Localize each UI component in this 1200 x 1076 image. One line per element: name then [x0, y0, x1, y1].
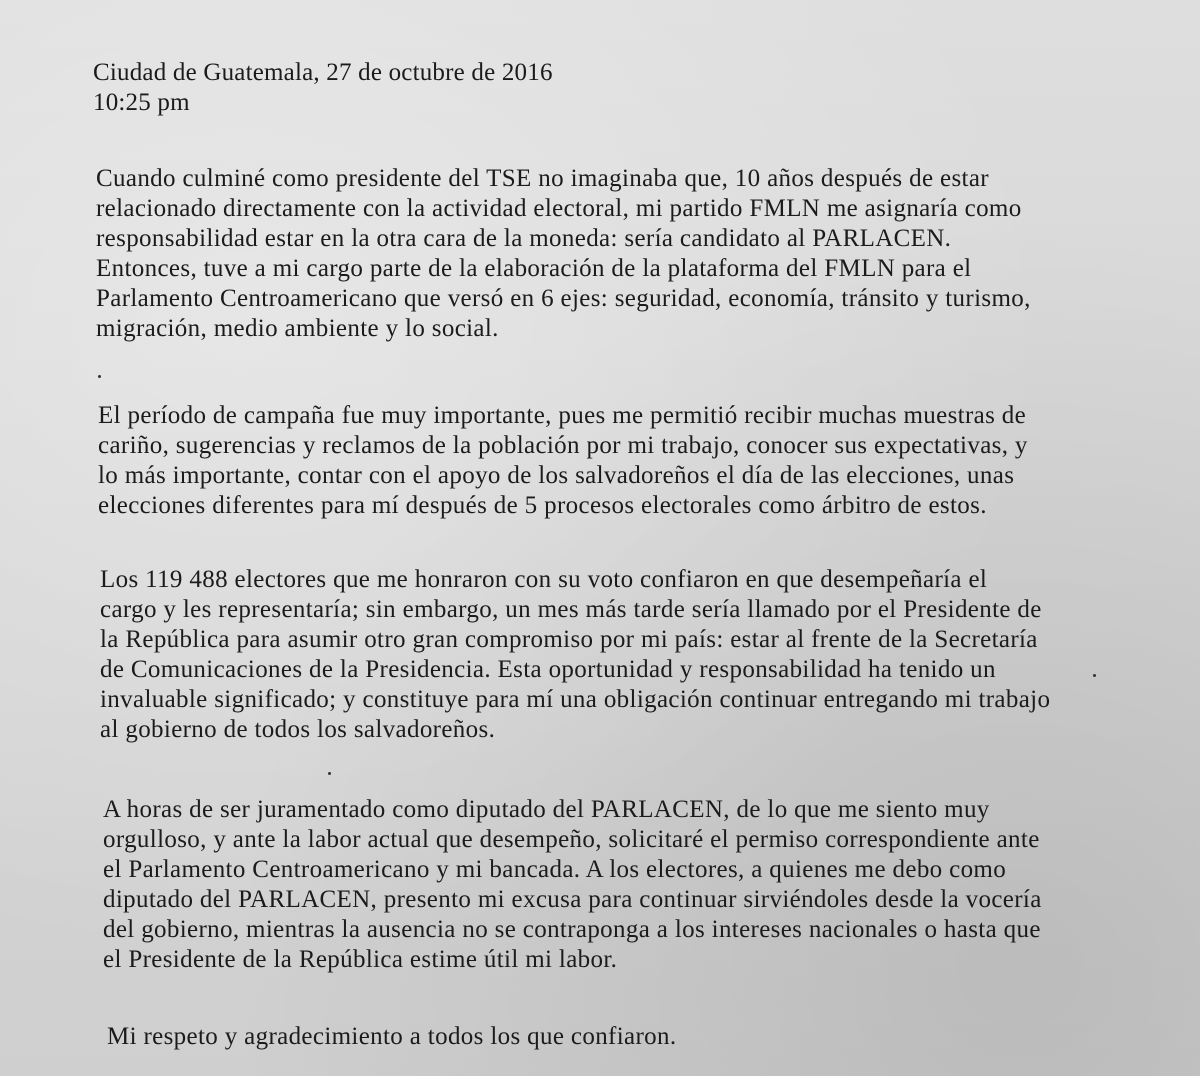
paragraph-line: invaluable significado; y constituye para mí una obligación continuar entregando mi trabajo: [100, 686, 1051, 713]
paragraph-line: Los 119 488 electores que me honraron con su voto confiaron en que desempeñaría el: [100, 566, 988, 593]
paragraph-3: [100, 565, 1050, 745]
paragraph-line: cariño, sugerencias y reclamos de la población por mi trabajo, conocer sus expectativas, y: [98, 432, 1028, 459]
place-date: Ciudad de Guatemala, 27 de octubre de 2016: [93, 59, 553, 86]
paragraph-line: de Comunicaciones de la Presidencia. Esta oportunidad y responsabilidad ha tenido un: [100, 656, 996, 683]
paragraph-line: cargo y les representaría; sin embargo, un mes más tarde sería llamado por el Presidente de: [100, 596, 1042, 623]
paragraph-line: migración, medio ambiente y lo social.: [96, 315, 499, 342]
paragraph-line: diputado del PARLACEN, presento mi excusa para continuar sirviéndoles desde la vocería: [103, 886, 1042, 913]
paragraph-4: [103, 795, 1042, 975]
paragraph-line: el Parlamento Centroamericano y mi bancada. A los electores, a quienes me debo como: [103, 856, 1007, 883]
time-stamp: 10:25 pm: [93, 89, 190, 116]
paragraph-5: [107, 1022, 676, 1052]
paragraph-line: responsabilidad estar en la otra cara de la moneda: sería candidato al PARLACEN.: [96, 225, 952, 252]
paragraph-line: relacionado directamente con la actividad electoral, mi partido FMLN me asignaría como: [96, 195, 1022, 222]
paragraph-1: [96, 164, 1031, 344]
paragraph-line: Parlamento Centroamericano que versó en 6 ejes: seguridad, economía, tránsito y turismo,: [96, 285, 1031, 312]
paragraph-line: Cuando culminé como presidente del TSE no imaginaba que, 10 años después de estar: [96, 165, 989, 192]
paragraph-line: Mi respeto y agradecimiento a todos los que confiaron.: [107, 1023, 677, 1050]
paragraph-line: A horas de ser juramentado como diputado del PARLACEN, de lo que me siento muy: [103, 796, 990, 823]
paragraph-line: el Presidente de la República estime útil mi labor.: [103, 946, 618, 973]
paragraph-line: Entonces, tuve a mi cargo parte de la elaboración de la plataforma del FMLN para el: [96, 255, 972, 282]
paragraph-line: El período de campaña fue muy importante, pues me permitió recibir muchas muestras de: [98, 402, 1027, 429]
speck-mark: [328, 772, 331, 775]
paragraph-2: [98, 401, 1028, 521]
paragraph-line: elecciones diferentes para mí después de 5 procesos electorales como árbitro de estos.: [98, 492, 987, 519]
paragraph-line: lo más importante, contar con el apoyo de los salvadoreños el día de las elecciones, unas: [98, 462, 1015, 489]
paragraph-line: del gobierno, mientras la ausencia no se contraponga a los intereses nacionales o hasta que: [103, 916, 1041, 943]
speck-mark: [1093, 674, 1096, 677]
paragraph-line: la República para asumir otro gran compromiso por mi país: estar al frente de la Secretaría: [100, 626, 1038, 653]
speck-mark: [98, 375, 101, 378]
paragraph-line: orgulloso, y ante la labor actual que desempeño, solicitaré el permiso correspondiente ante: [103, 826, 1040, 853]
paragraph-line: al gobierno de todos los salvadoreños.: [100, 716, 496, 743]
document-header: [93, 58, 553, 118]
